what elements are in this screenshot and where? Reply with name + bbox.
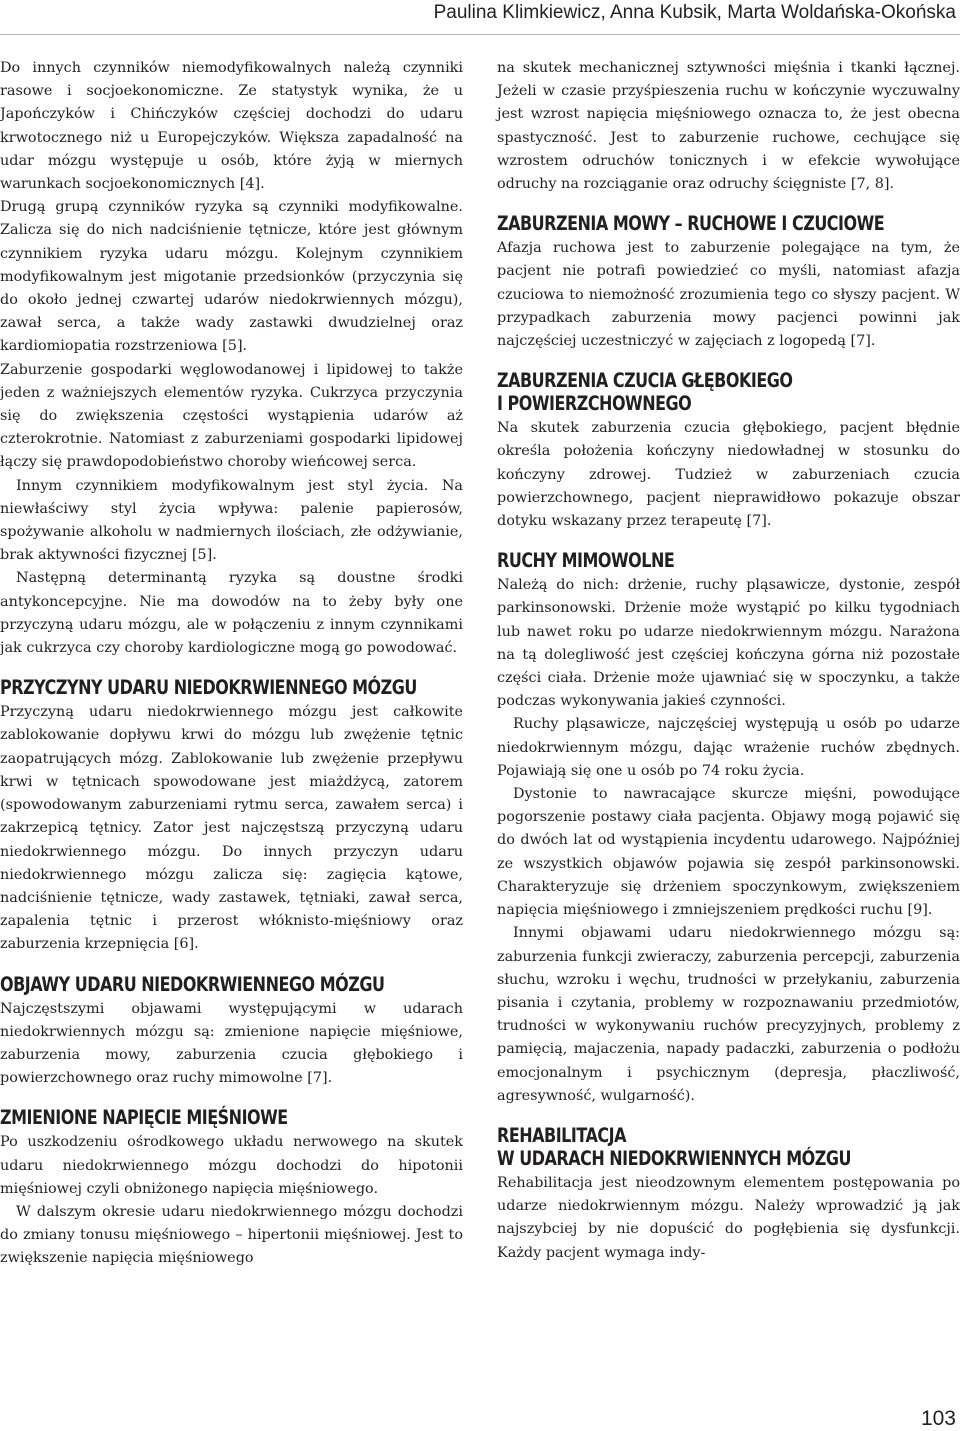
paragraph-aphasia: Afazja ruchowa jest to zaburzenie polegające na tym, że pacjent nie potrafi powiedzieć co myśli, natomiast afazja czuciowa to niemożność zrozumienia tego co słyszy pacjent. W przypadkach zaburzenia mowy pacjenci powinni jak najczęściej uczestniczyć w zajęciach z logopedą [7]. (497, 240, 960, 350)
left-column (0, 57, 463, 1271)
paragraph-hypertonia: W dalszym okresie udaru niedokrwiennego mózgu dochodzi do zmiany tonusu mięśniowego – hipertonii mięśniowej. Jest to zwiększenie napięcia mięśniowego (0, 1203, 463, 1267)
running-header-authors: Paulina Klimkiewicz, Anna Kubsik, Marta Woldańska-Okońska (433, 2, 956, 23)
paragraph-symptoms: Najczęstszymi objawami występującymi w udarach niedokrwiennych mózgu są: zmienione napięcie mięśniowe, zaburzenia mowy, zaburzenia czucia głębokiego i powierzchownego oraz ruchy mimowolne [7]. (0, 1000, 463, 1087)
heading-involuntary-movements: RUCHY MIMOWOLNE (497, 549, 675, 573)
heading-sensation-line-1: ZABURZENIA CZUCIA GŁĘBOKIEGO (497, 369, 793, 393)
paragraph-sensation: Na skutek zaburzenia czucia głębokiego, pacjent błędnie określa położenia kończyny niedowładnej w stosunku do kończyny zdrowej. Tudzież w zaburzeniach czucia powierzchownego, pacjent nieprawidłowo pokazuje obszar dotyku wskazany przez terapeutę [7]. (497, 420, 960, 530)
paragraph-chorea: Ruchy pląsawicze, najczęściej występują u osób po udarze niedokrwiennym mózgu, dając wrażenie ruchów zbędnych. Pojawiają się one u osób po 74 roku życia. (497, 716, 960, 779)
paragraph-causes: Przyczyną udaru niedokrwiennego mózgu jest całkowite zablokowanie dopływu krwi do mózgu lub zwężenie tętnic zaopatrujących mózg. Zablokowanie lub zwężenie przepływu krwi w tętnicach spowodowane jest miażdżycą, zatorem (spowodowanym zaburzeniami rytmu serca, zawałem serca) i zakrzepicą tętnicy. Zator jest najczęstszą przyczyną udaru niedokrwiennego mózgu. Do innych przyczyn udaru niedokrwiennego mózgu zalicza się: zagięcia kątowe, nadciśnienie tętnicze, wady zastawek, tętniaki, zawał serca, zapalenia tętnic i przerost włóknisto-mięśniowy oraz zaburzenia krzepnięcia [6]. (0, 704, 463, 953)
paragraph-nonmodifiable-factors: Do innych czynników niemodyfikowalnych należą czynniki rasowe i socjoekonomiczne. Ze statystyk wynika, że u Japończyków i Chińczyków częściej dochodzi do udaru krwotocznego niż u Europejczyków. Większa zapadalność na udar mózgu występuje u osób, które żyją w miernych warunkach socjoekonomicznych [4]. (0, 60, 463, 193)
heading-muscle-tone: ZMIENIONE NAPIĘCIE MIĘŚNIOWE (0, 1106, 288, 1130)
page-number: 103 (920, 1407, 956, 1430)
paragraph-other-symptoms: Innymi objawami udaru niedokrwiennego mózgu są: zaburzenia funkcji zwieraczy, zaburzenia percepcji, zaburzenia słuchu, wzroku i węchu, trudności w przełykaniu, zaburzenia pisania i czytania, problemy w rozpoznawaniu przedmiotów, trudności w wykonywaniu ruchów precyzyjnych, problemy z pamięcią, majaczenia, napady padaczki, zaburzenia o podłożu emocjonalnym i psychicznym (depresja, płaczliwość, agresywność, wulgarność). (497, 925, 960, 1104)
heading-sensation-line-2: I POWIERZCHOWNEGO (497, 392, 692, 416)
paragraph-spasticity: na skutek mechanicznej sztywności mięśnia i tkanki łącznej. Jeżeli w czasie przyśpieszenia ruchu w kończynie wyczuwalny jest wzrost napięcia mięśniowego oznacza to, że jest obecna spastyczność. Jest to zaburzenie ruchowe, cechujące się wzrostem odruchów tonicznych i w efekcie wywołujące odruchy na rozciąganie oraz odruchy ścięgniste [7, 8]. (497, 60, 960, 193)
paragraph-tremor: Należą do nich: drżenie, ruchy pląsawicze, dystonie, zespół parkinsonowski. Drżenie może wystąpić po kilku tygodniach lub nawet roku po udarze niedokrwiennym mózgu. Narażona na tą dolegliwość jest częściej kończyna górna niż pozostałe części ciała. Drżenie może ujawniać się w spoczynku, a także podczas wykonywania jakieś czynności. (497, 577, 960, 710)
paragraph-metabolic-factors: Zaburzenie gospodarki węglowodanowej i lipidowej to także jeden z ważniejszych elementów ryzyka. Cukrzyca przyczynia się do zwiększenia częstości wystąpienia udarów aż czterokrotnie. Natomiast z zaburzeniami gospodarki lipidowej łączy się prawdopodobieństwo choroby wieńcowej serca. (0, 361, 463, 471)
heading-speech-disorders: ZABURZENIA MOWY – RUCHOWE I CZUCIOWE (497, 212, 885, 236)
heading-sensation-disorders (497, 369, 877, 415)
heading-symptoms: OBJAWY UDARU NIEDOKRWIENNEGO MÓZGU (0, 972, 385, 996)
paragraph-contraceptives: Następną determinantą ryzyka są doustne środki antykoncepcyjne. Nie ma dowodów na to żeby były one przyczyną udaru mózgu, ale w połączeniu z innym czynnikami jak cukrzyca czy choroby kardiologiczne mogą go powodować. (0, 570, 463, 657)
right-column (497, 57, 960, 1265)
header-divider (0, 34, 960, 35)
paragraph-modifiable-factors: Drugą grupą czynników ryzyka są czynniki modyfikowalne. Zalicza się do nich nadciśnienie tętnicze, które jest głównym czynnikiem ryzyka udaru mózgu. Kolejnym czynnikiem modyfikowalnym jest migotanie przedsionków (przyczynia się do około jednej czwartej udarów niedokrwiennych mózgu), zawał serca, a także wady zastawki dwudzielnej oraz kardiomiopatia rozstrzeniowa [5]. (0, 199, 463, 355)
heading-causes: PRZYCZYNY UDARU NIEDOKRWIENNEGO MÓZGU (0, 676, 417, 700)
heading-rehabilitation-line-1: REHABILITACJA (497, 1123, 626, 1147)
paragraph-dystonia: Dystonie to nawracające skurcze mięśni, powodujące pogorszenie postawy ciała pacjenta. Objawy mogą pojawić się do dwóch lat od wystąpienia incydentu udarowego. Najpóźniej ze wszystkich objawów pojawia się zespół parkinsonowski. Charakteryzuje się drżeniem spoczynkowym, zwiększeniem napięcia mięśniowego i zmniejszeniem prędkości ruchu [9]. (497, 786, 960, 919)
heading-rehabilitation-line-2: W UDARACH NIEDOKRWIENNYCH MÓZGU (497, 1146, 851, 1170)
paragraph-hypotonia: Po uszkodzeniu ośrodkowego układu nerwowego na skutek udaru niedokrwiennego mózgu dochodzi do hipotonii mięśniowej czyli obniżonego napięcia mięśniowego. (0, 1134, 463, 1197)
heading-rehabilitation (497, 1124, 877, 1170)
paragraph-lifestyle: Innym czynnikiem modyfikowalnym jest styl życia. Na niewłaściwy styl życia wpływa: palenie papierosów, spożywanie alkoholu w nadmiernych ilościach, złe odżywianie, brak aktywności fizycznej [5]. (0, 477, 463, 564)
paragraph-rehabilitation: Rehabilitacja jest nieodzownym elementem postępowania po udarze niedokrwiennym mózgu. Należy wprowadzić ją jak najszybciej by nie dopuścić do pogłębienia się dysfunkcji. Każdy pacjent wymaga indy- (497, 1174, 960, 1261)
